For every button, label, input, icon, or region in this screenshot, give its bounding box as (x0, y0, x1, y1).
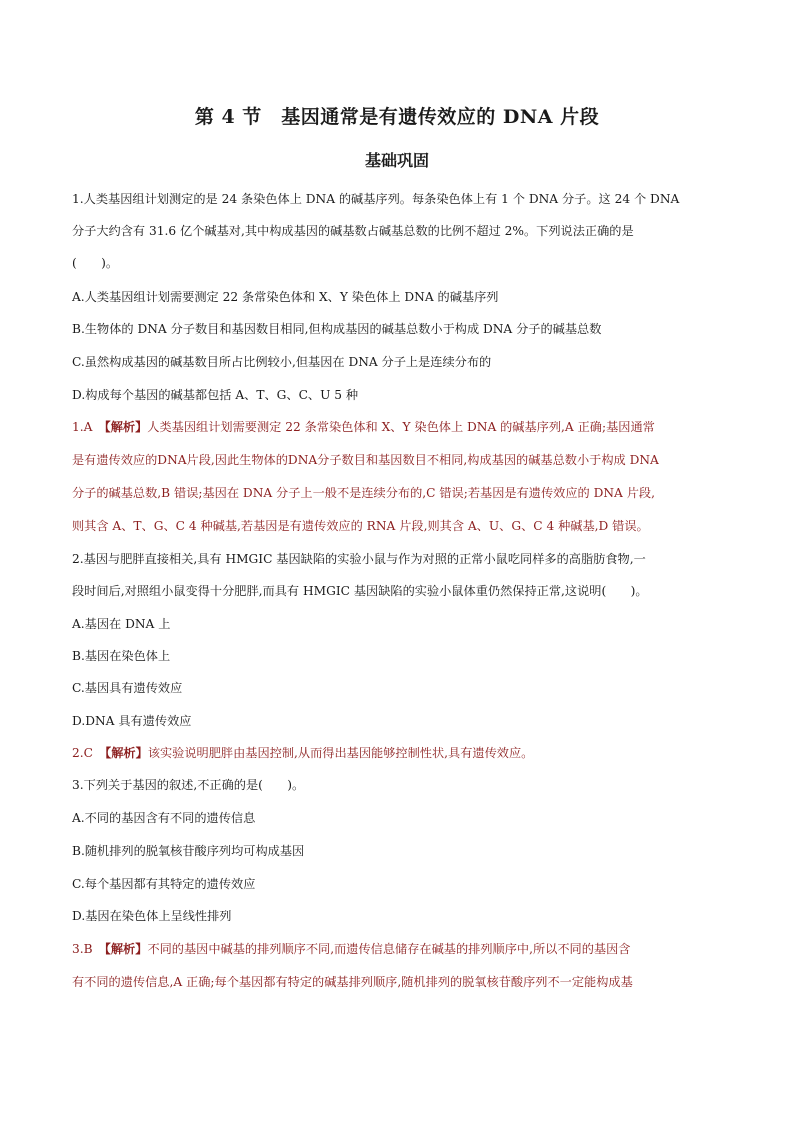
q1-option-b: B.生物体的 DNA 分子数目和基因数目相同,但构成基因的碱基总数小于构成 DNA 分子的碱基总数 (72, 322, 602, 336)
q3-analysis-text: 不同的基因中碱基的排列顺序不同,而遗传信息储存在碱基的排列顺序中,所以不同的基因含 (147, 942, 631, 956)
q1-analysis-line: 则其含 A、T、G、C 4 种碱基,若基因是有遗传效应的 RNA 片段,则其含 A、U、G、C 4 种碱基,D 错误。 (72, 519, 649, 533)
q3-analysis-tag: 【解析】 (104, 942, 148, 956)
q3-answer-key: 3.B (72, 942, 93, 956)
q2-option-d: D.DNA 具有遗传效应 (72, 714, 192, 728)
q3-analysis-line: 有不同的遗传信息,A 正确;每个基因都有特定的碱基排列顺序,随机排列的脱氧核苷酸序列不一定能构成基 (72, 975, 633, 989)
q1-analysis-tag: 【解析】 (104, 420, 148, 434)
q1-analysis-line: 是有遗传效应的DNA片段,因此生物体的DNA分子数目和基因数目不相同,构成基因的碱基总数小于构成 DNA (72, 453, 659, 467)
q2-stem-line: 2.基因与肥胖直接相关,具有 HMGIC 基因缺陷的实验小鼠与作为对照的正常小鼠吃同样多的高脂肪食物,一 (72, 552, 646, 566)
q2-option-a: A.基因在 DNA 上 (72, 617, 171, 631)
q1-option-c: C.虽然构成基因的碱基数目所占比例较小,但基因在 DNA 分子上是连续分布的 (72, 355, 492, 369)
q1-option-d: D.构成每个基因的碱基都包括 A、T、G、C、U 5 种 (72, 388, 359, 402)
section-heading: 基础巩固 (364, 151, 429, 170)
q3-option-c: C.每个基因都有其特定的遗传效应 (72, 877, 256, 891)
q1-analysis-text: 人类基因组计划需要测定 22 条常染色体和 X、Y 染色体上 DNA 的碱基序列,A 正确;基因通常 (147, 420, 655, 434)
q1-option-a: A.人类基因组计划需要测定 22 条常染色体和 X、Y 染色体上 DNA 的碱基序列 (72, 290, 499, 304)
q2-stem-line: 段时间后,对照组小鼠变得十分肥胖,而具有 HMGIC 基因缺陷的实验小鼠体重仍然保持正常,这说明( )。 (72, 584, 648, 598)
q2-answer-key: 2.C (72, 746, 93, 760)
q3-option-a: A.不同的基因含有不同的遗传信息 (72, 811, 256, 825)
q1-stem-line: ( )。 (72, 256, 119, 270)
q2-analysis-tag: 【解析】 (105, 746, 148, 760)
q3-option-b: B.随机排列的脱氧核苷酸序列均可构成基因 (72, 844, 305, 858)
q1-answer-key: 1.A (72, 420, 93, 434)
q3-answer-line (72, 941, 732, 957)
q2-option-b: B.基因在染色体上 (72, 649, 171, 663)
q2-answer-line (72, 745, 732, 761)
page-title: 第 4 节 基因通常是有遗传效应的 DNA 片段 (194, 106, 600, 128)
q1-stem-line: 分子大约含有 31.6 亿个碱基对,其中构成基因的碱基数占碱基总数的比例不超过 2%。下列说法正确的是 (72, 224, 634, 238)
q3-option-d: D.基因在染色体上呈线性排列 (72, 909, 232, 923)
q3-stem-line: 3.下列关于基因的叙述,不正确的是( )。 (72, 778, 305, 792)
q1-answer-line (72, 419, 732, 435)
q2-option-c: C.基因具有遗传效应 (72, 681, 183, 695)
q2-analysis-text: 该实验说明肥胖由基因控制,从而得出基因能够控制性状,具有遗传效应。 (147, 746, 534, 760)
q1-stem-line: 1.人类基因组计划测定的是 24 条染色体上 DNA 的碱基序列。每条染色体上有 1 个 DNA 分子。这 24 个 DNA (72, 192, 680, 206)
q1-analysis-line: 分子的碱基总数,B 错误;基因在 DNA 分子上一般不是连续分布的,C 错误;若基因是有遗传效应的 DNA 片段, (72, 486, 655, 500)
